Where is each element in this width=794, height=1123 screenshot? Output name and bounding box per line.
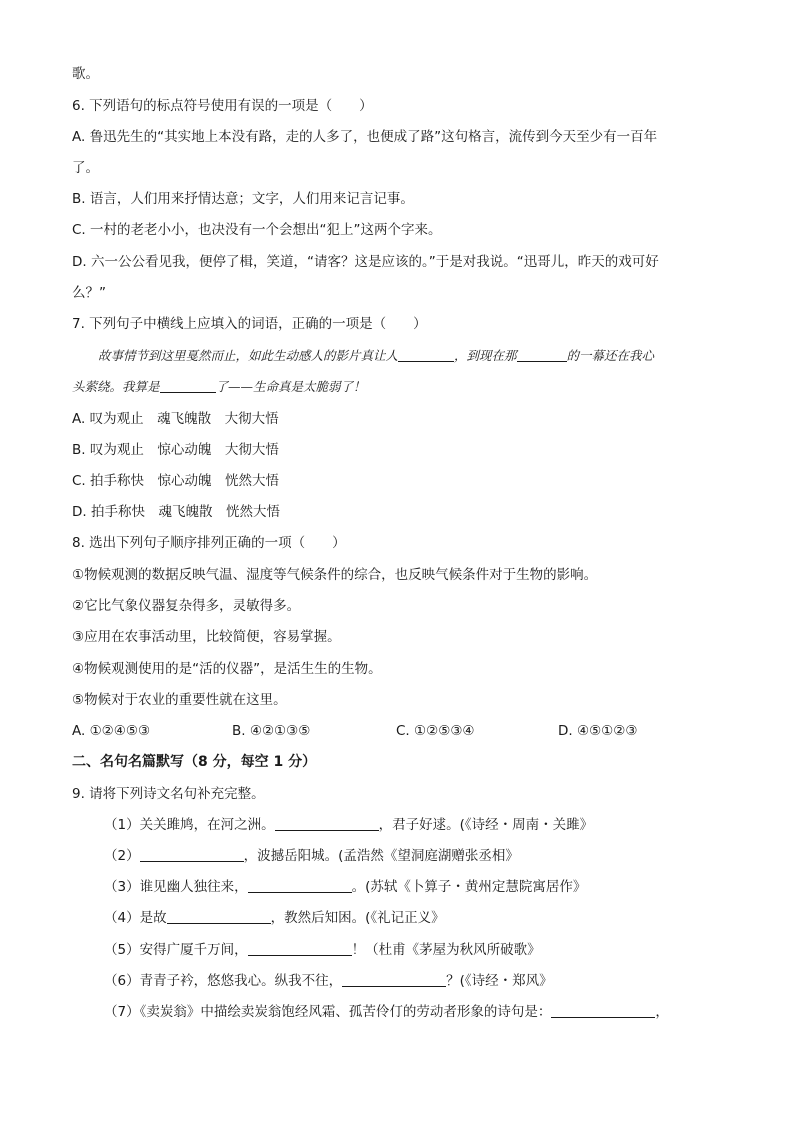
q6-option-c: C. 一村的老老小小，也决没有一个会想出“犯上”这两个字来。	[72, 222, 442, 238]
q8-sentence-3: ③应用在农事活动里，比较简便，容易掌握。	[72, 629, 341, 645]
passage-text: 头萦绕。我算是	[72, 379, 160, 394]
q7-passage-line1	[98, 346, 654, 366]
text-line: 歌。	[72, 66, 99, 82]
passage-text: ，到现在那	[454, 348, 517, 363]
item-text: ，波撼岳阳城。(孟浩然《望洞庭湖赠张丞相》	[243, 848, 519, 864]
fill-blank[interactable]	[517, 347, 567, 362]
poem-item-1	[104, 815, 593, 835]
fill-blank[interactable]	[342, 972, 446, 987]
passage-text: 故事情节到这里戛然而止，如此生动感人的影片真让人	[98, 348, 399, 363]
question-9: 9. 请将下列诗文名句补充完整。	[72, 786, 265, 802]
poem-item-6	[104, 971, 553, 991]
item-text: （5）安得广厦千万间，	[104, 942, 248, 958]
fill-blank[interactable]	[275, 816, 379, 831]
passage-text: 了——生命真是太脆弱了！	[215, 379, 366, 394]
item-text: （3）谁见幽人独往来，	[104, 879, 248, 895]
q6-option-a-cont: 了。	[72, 160, 99, 176]
fill-blank[interactable]	[248, 941, 352, 956]
q7-option-b: B. 叹为观止 惊心动魄 大彻大悟	[72, 442, 279, 458]
q6-option-d-cont: 么？”	[72, 285, 106, 301]
q6-option-d: D. 六一公公看见我，便停了楫，笑道，“请客？这是应该的。”于是对我说。“迅哥儿，昨天的戏可好	[72, 254, 659, 270]
fill-blank[interactable]	[140, 847, 244, 862]
q8-sentence-2: ②它比气象仪器复杂得多，灵敏得多。	[72, 598, 301, 614]
question-8: 8. 选出下列句子顺序排列正确的一项（ ）	[72, 535, 346, 551]
poem-item-3	[104, 877, 586, 897]
q7-passage-line2	[72, 377, 366, 397]
q7-option-c: C. 拍手称快 惊心动魄 恍然大悟	[72, 473, 280, 489]
q7-option-a: A. 叹为观止 魂飞魄散 大彻大悟	[72, 411, 279, 427]
q8-sentence-4: ④物候观测使用的是“活的仪器”，是活生生的生物。	[72, 661, 382, 677]
item-text: ，	[655, 1004, 669, 1020]
q6-option-b: B. 语言，人们用来抒情达意；文字，人们用来记言记事。	[72, 191, 414, 207]
q8-option-d: D. ④⑤①②③	[558, 723, 638, 739]
poem-item-5	[104, 940, 541, 960]
item-text: （1）关关雎鸠，在河之洲。	[104, 817, 275, 833]
poem-item-7	[104, 1002, 669, 1022]
item-text: （6）青青子衿，悠悠我心。纵我不往，	[104, 973, 343, 989]
item-text: ！（杜甫《茅屋为秋风所破歌》	[351, 942, 541, 958]
poem-item-2	[104, 846, 519, 866]
item-text: ，教然后知困。(《礼记正义》	[270, 910, 445, 926]
item-text: ，君子好逑。(《诗经・周南・关雎》	[378, 817, 594, 833]
passage-text: 的一幕还在我心	[566, 348, 655, 363]
fill-blank[interactable]	[167, 909, 271, 924]
item-text: （7）《卖炭翁》中描绘卖炭翁饱经风霜、孤苦伶仃的劳动者形象的诗句是：	[104, 1004, 552, 1020]
item-text: （4）是故	[104, 910, 167, 926]
q6-option-a: A. 鲁迅先生的“其实地上本没有路，走的人多了，也便成了路”这句格言，流传到今天至少有一百年	[72, 129, 658, 145]
fill-blank[interactable]	[248, 878, 352, 893]
question-7: 7. 下列句子中横线上应填入的词语，正确的一项是（ ）	[72, 316, 427, 332]
item-text: ？(《诗经・郑风》	[446, 973, 553, 989]
q8-option-c: C. ①②⑤③④	[396, 723, 475, 739]
q8-option-b: B. ④②①③⑤	[232, 723, 311, 739]
fill-blank[interactable]	[160, 378, 216, 393]
fill-blank[interactable]	[551, 1003, 655, 1018]
poem-item-4	[104, 908, 445, 928]
q8-sentence-1: ①物候观测的数据反映气温、湿度等气候条件的综合，也反映气候条件对于生物的影响。	[72, 567, 598, 583]
q7-option-d: D. 拍手称快 魂飞魄散 恍然大悟	[72, 504, 280, 520]
question-6: 6. 下列语句的标点符号使用有误的一项是（ ）	[72, 98, 373, 114]
fill-blank[interactable]	[398, 347, 454, 362]
q8-option-a: A. ①②④⑤③	[72, 723, 151, 739]
section-heading: 二、名句名篇默写（8 分，每空 1 分）	[72, 754, 317, 770]
q8-sentence-5: ⑤物候对于农业的重要性就在这里。	[72, 692, 287, 708]
item-text: （2）	[104, 848, 140, 864]
item-text: 。(苏轼《卜算子・黄州定慧院寓居作》	[351, 879, 587, 895]
